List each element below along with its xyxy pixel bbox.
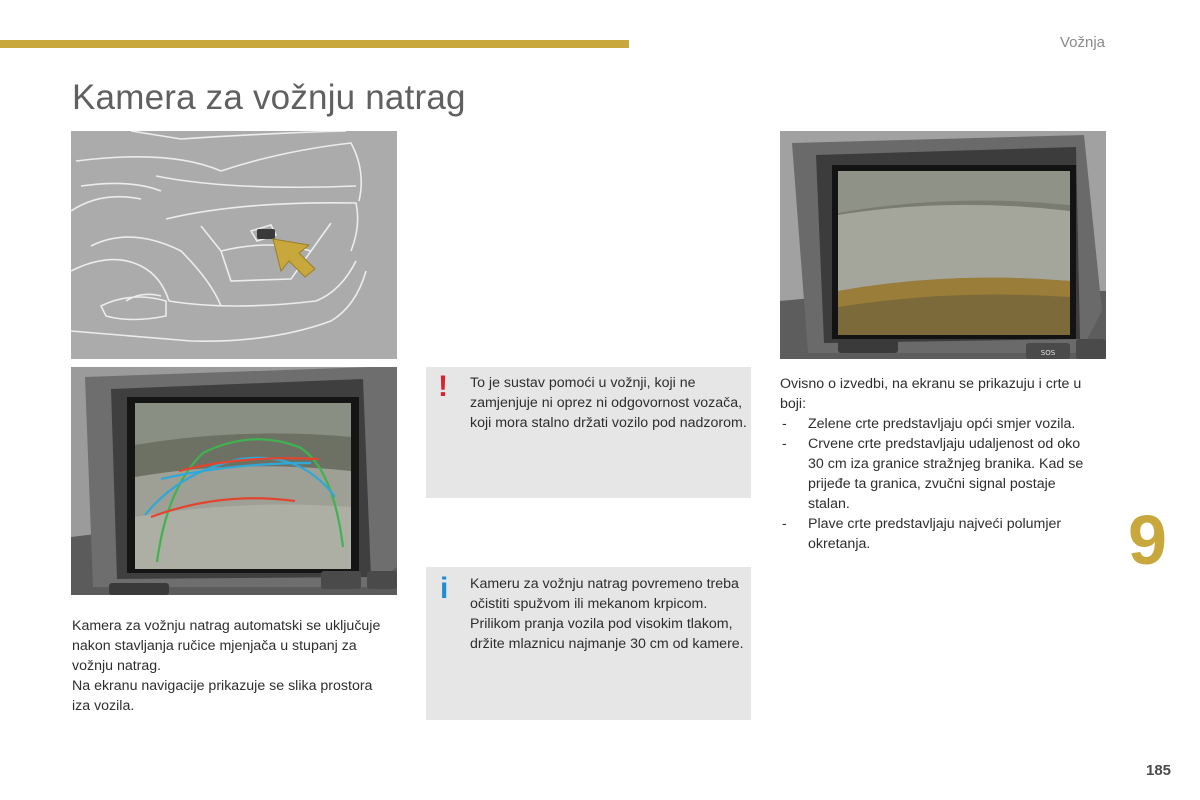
info-paragraph-1: Kameru za vožnju natrag povremeno treba očistiti spužvom ili mekanom krpicom. [470,576,739,612]
list-item: - Zelene crte predstavljaju opći smjer vozila. [780,414,1110,434]
warning-paragraph: To je sustav pomoći u vožnji, koji ne zamjenjuje ni oprez ni odgovornost vozača, koji mora stalno držati vozilo pod nadzorom. [470,375,747,431]
sos-button-label: SOS [1040,349,1056,357]
chapter-number: 9 [1128,501,1167,579]
info-paragraph-2: Prilikom pranja vozila pod visokim tlakom, držite mlaznicu najmanje 30 cm od kamere. [470,616,744,652]
section-name: Vožnja [1059,34,1105,51]
car-rear-figure [71,131,397,359]
list-item: - Plave crte predstavljaju najveći polumjer okretanja. [780,514,1098,554]
camera-icon [257,229,275,239]
page-number: 185 [1146,762,1172,779]
intro-paragraph-1: Kamera za vožnju natrag automatski se uključuje nakon stavljanja ručice mjenjača u stupanj za vožnju natrag. [72,618,381,674]
warning-callout [426,367,751,498]
warning-text [470,373,750,433]
header-accent-bar [0,40,629,48]
guidelines-intro: Ovisno o izvedbi, na ekranu se prikazuju i crte u boji: [780,376,1082,412]
warning-icon: ! [438,370,448,403]
car-rear-drawing [71,131,397,359]
guidelines-description [780,374,1110,554]
info-text [470,574,750,654]
camera-screen-guidelines-figure [71,367,397,595]
list-item: - Crvene crte predstavljaju udaljenost od oko 30 cm iza granice stražnjeg branika. Kad se prijeđe ta granica, zvučni signal postaje stalan. [780,434,1098,514]
page-title: Kamera za vožnju natrag [72,78,466,117]
info-callout [426,567,751,720]
guidelines-list [780,414,1110,554]
intro-text [72,616,387,716]
camera-screen [780,131,1106,359]
camera-screen-view-figure [780,131,1106,359]
camera-screen [71,367,397,595]
intro-paragraph-2: Na ekranu navigacije prikazuje se slika prostora iza vozila. [72,678,373,714]
info-icon: i [440,572,449,605]
